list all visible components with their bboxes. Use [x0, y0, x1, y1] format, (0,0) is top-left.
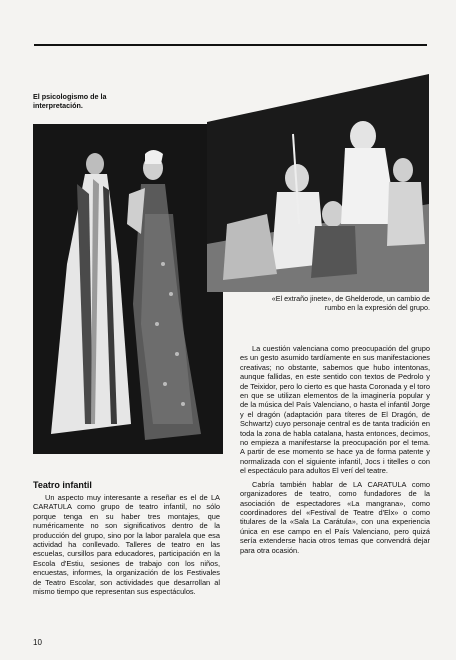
stage-photo-el-extrano-jinete [207, 74, 429, 292]
section-heading: Teatro infantil [33, 480, 92, 490]
stage-photo-two-actors [33, 124, 223, 454]
paragraph-cuestion-valenciana: La cuestión valenciana como preocupación del grupo es un gesto asumido tardíamente en sus manifestaciones creativas; no obstante, sabemos que hubo intentonas, aunque fallidas, en este sentido con textos de Pedrolo y de Teixidor, pero lo cierto es que hasta Coronada y el toro en que se utilizan elementos de la imaginería popular y de la música del País Valenciano, o hasta el infantil Jorge y el dragón (adaptación para títeres de El Dragón, de Schwartz) cuyo personaje central es de tanta tradición en toda la zona de habla catalana, hasta entonces, decimos, no empieza a manifestarse la preocupación por el tema. A partir de ese momento se hace ya de forma patente y normalizada con el siguiente infantil, Jocs i titelles o con el espectáculo para adultos El verí del teatre. [240, 344, 430, 476]
right-column [240, 344, 430, 555]
paragraph-organizadores: Cabría también hablar de LA CARATULA como organizadores de teatro, como fundadores de la asociación de espectadores «La mangrana», como coordinadores del «Festival de Teatre d'Elx» o como titulares de la «Sala La Carátula», con una experiencia única en ese campo en el País Valenciano, pero quizá sería extenderse hacia otros temas que convendrá dejar para otra ocasión. [240, 479, 430, 555]
caption-photo-right: «El extraño jinete», de Ghelderode, un cambio de rumbo en la expresión del grupo. [271, 294, 430, 312]
top-rule [34, 44, 427, 46]
left-column [33, 480, 220, 596]
page-number: 10 [33, 638, 42, 647]
caption-photo-left: El psicologismo de la interpretación. [33, 92, 107, 110]
paragraph-teatro-infantil: Un aspecto muy interesante a reseñar es el de LA CARATULA como grupo de teatro infantil, no sólo porque tenga en su haber tres montajes, que numéricamente no son significativos dentro de la producción del grupo, sino por la labor paralela que esa actividad ha conllevado. Talleres de teatro en las escuelas, cursillos para educadores, participación en la Escola d'Estiu, sesiones de trabajo con los niños, encuestas, informes, la organización de los Festivales de Teatro Escolar, son actividades que desarrollan al mismo tiempo que representan sus espectáculos. [33, 493, 220, 597]
